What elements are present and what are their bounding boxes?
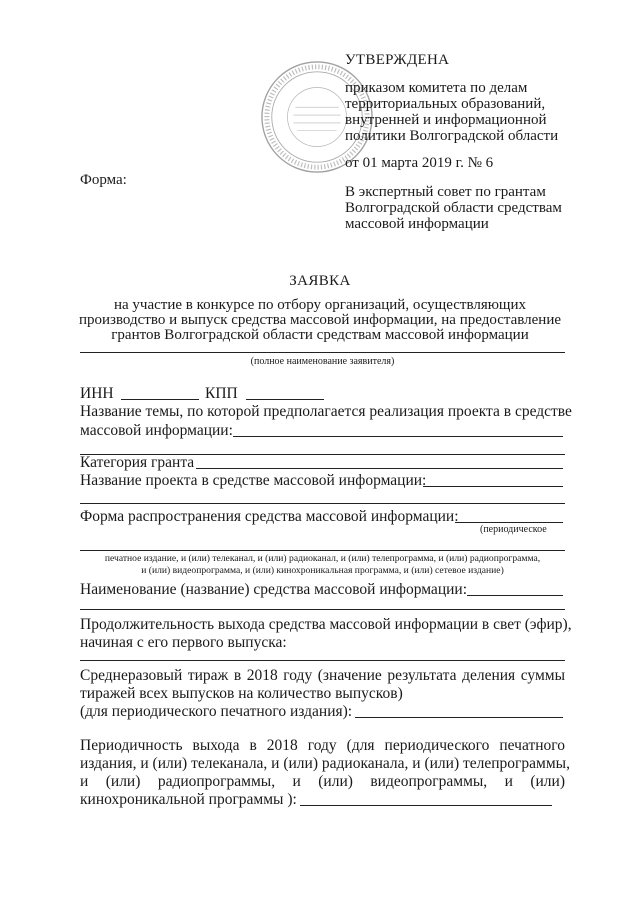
duration-extra-line xyxy=(80,660,565,661)
applicant-name-line xyxy=(80,352,565,353)
approval-title: УТВЕРЖДЕНА xyxy=(345,52,450,68)
topic-line-2: массовой информации: xyxy=(80,422,233,439)
distribution-form-line xyxy=(455,522,563,523)
document-title: ЗАЯВКА xyxy=(289,273,351,289)
inn-label: ИНН xyxy=(80,385,114,402)
form-label: Форма: xyxy=(80,172,127,188)
media-name-line xyxy=(467,595,563,596)
topic-line-2-blank xyxy=(233,436,563,437)
distribution-hint-3: и (или) видеопрограмма, и (или) кинохроникальная программа, и (или) сетевое издание) xyxy=(141,565,504,576)
periodicity-line-4: кинохроникальной программы ): xyxy=(80,791,297,808)
duration-line-1: Продолжительность выхода средства массовой информации в свет (эфир), xyxy=(80,616,572,633)
periodicity-line-3: и (или) радиопрограммы, и (или) видеопрограммы, и (или) xyxy=(80,773,565,790)
circulation-line-1: Среднеразовый тираж в 2018 году (значение результата деления суммы xyxy=(80,667,565,684)
periodicity-line xyxy=(300,805,552,806)
applicant-caption: (полное наименование заявителя) xyxy=(250,356,395,367)
distribution-form-label: Форма распространения средства массовой информации: xyxy=(80,508,459,525)
periodicity-line-1: Периодичность выхода в 2018 году (для периодического печатного xyxy=(80,737,565,754)
addressee-line-3: массовой информации xyxy=(345,216,489,232)
category-label: Категория гранта xyxy=(80,454,195,471)
subtitle-line-3: грантов Волгоградской области средствам массовой информации xyxy=(111,327,529,343)
circulation-line-3: (для периодического печатного издания): xyxy=(80,703,353,720)
topic-line-1: Название темы, по которой предполагается реализация проекта в средстве xyxy=(80,403,572,420)
distribution-hint-2: печатное издание, и (или) телеканал, и (или) радиоканал, и (или) телепрограмма, и (или) радиопрограмма, xyxy=(104,553,541,564)
media-name-label: Наименование (название) средства массовой информации: xyxy=(80,581,468,598)
inn-line xyxy=(121,399,199,400)
circulation-line xyxy=(355,717,563,718)
approval-line-3: внутренней и информационной xyxy=(345,112,547,128)
subtitle-line-1: на участие в конкурсе по отбору организаций, осуществляющих xyxy=(113,297,527,313)
media-name-extra-line xyxy=(80,609,565,610)
approval-date: от 01 марта 2019 г. № 6 xyxy=(345,155,494,171)
project-name-extra-line xyxy=(80,503,565,504)
distribution-extra-line xyxy=(80,550,565,551)
circulation-line-2: тиражей всех выпусков на количество выпусков) xyxy=(80,685,403,702)
kpp-label: КПП xyxy=(205,385,238,402)
distribution-hint-1: (периодическое xyxy=(480,524,547,535)
category-line xyxy=(196,468,563,469)
addressee-line-2: Волгоградской области средствам xyxy=(345,200,562,216)
approval-line-4: политики Волгоградской области xyxy=(345,128,559,144)
duration-line-2: начиная с его первого выпуска: xyxy=(80,634,287,651)
periodicity-line-2: издания, и (или) телеканала, и (или) радиоканала, и (или) телепрограммы, xyxy=(80,755,570,772)
project-name-line xyxy=(423,486,563,487)
approval-line-1: приказом комитета по делам xyxy=(345,80,528,96)
kpp-line xyxy=(246,399,324,400)
project-name-label: Название проекта в средстве массовой информации: xyxy=(80,472,427,489)
subtitle-line-2: производство и выпуск средства массовой информации, на предоставление xyxy=(78,312,562,328)
addressee-line-1: В экспертный совет по грантам xyxy=(345,184,546,200)
approval-line-2: территориальных образований, xyxy=(345,96,546,112)
